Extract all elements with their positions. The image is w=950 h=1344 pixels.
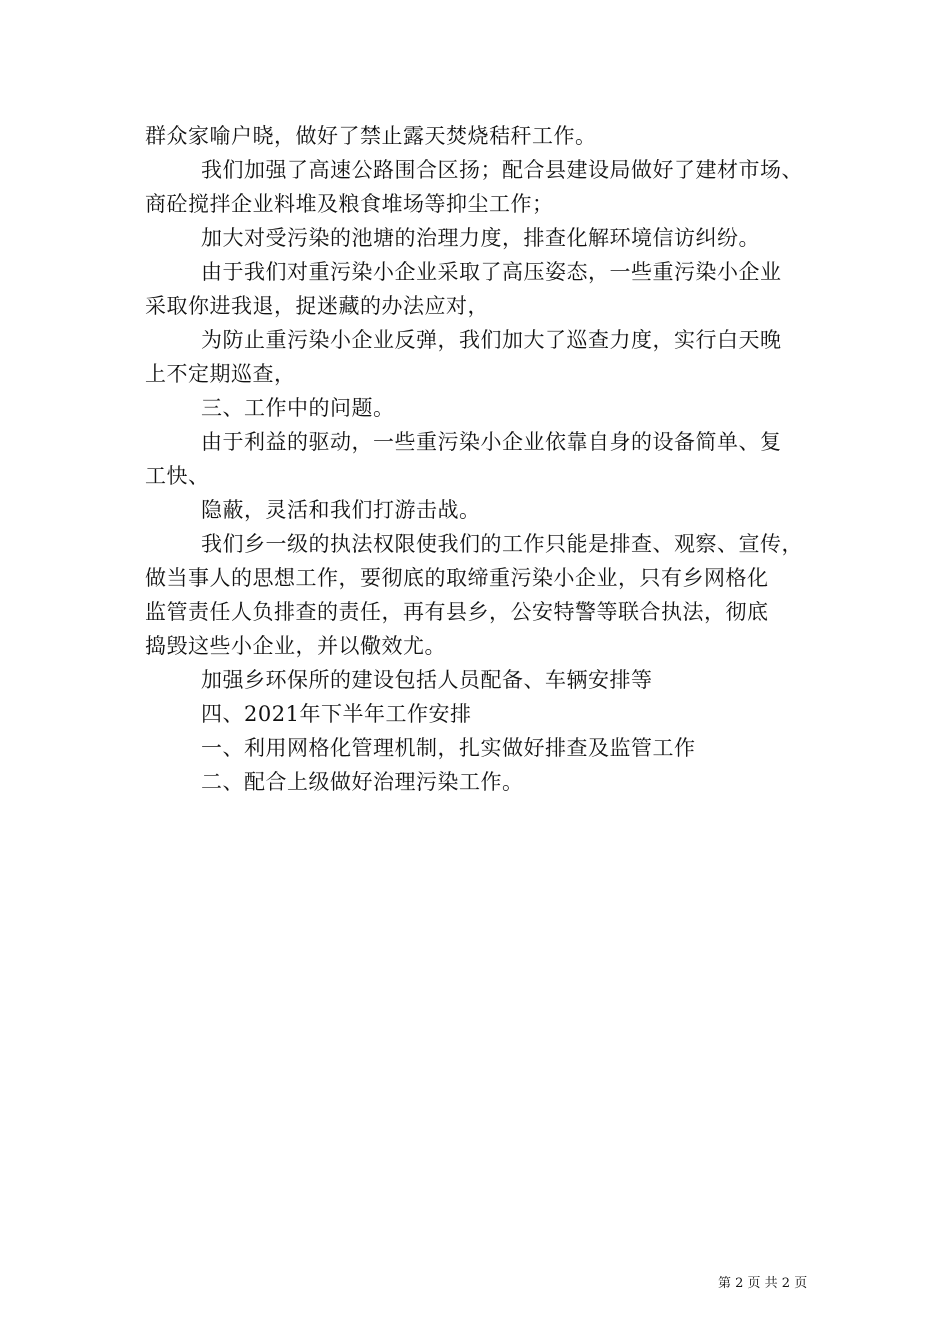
text-line: 我们乡一级的执法权限使我们的工作只能是排查、观察、宣传，	[201, 532, 803, 556]
text-line: 二、配合上级做好治理污染工作。	[201, 770, 524, 794]
text-line: 加强乡环保所的建设包括人员配备、车辆安排等	[201, 668, 653, 692]
text-line: 三、工作中的问题。	[201, 396, 395, 420]
text-line: 我们加强了高速公路围合区扬；配合县建设局做好了建材市场、	[201, 158, 803, 182]
text-line: 四、2021年下半年工作安排	[201, 702, 472, 726]
text-line: 采取你进我退，捉迷藏的办法应对，	[145, 294, 489, 318]
document-body	[145, 119, 815, 799]
text-line: 做当事人的思想工作，要彻底的取缔重污染小企业，只有乡网格化	[145, 566, 769, 590]
text-line: 监管责任人负排查的责任，再有县乡，公安特警等联合执法，彻底	[145, 600, 769, 624]
text-line: 为防止重污染小企业反弹，我们加大了巡查力度，实行白天晚	[201, 328, 782, 352]
text-line: 商砼搅拌企业料堆及粮食堆场等抑尘工作；	[145, 192, 554, 216]
text-line: 由于我们对重污染小企业采取了高压姿态，一些重污染小企业	[201, 260, 782, 284]
text-line: 群众家喻户晓，做好了禁止露天焚烧秸秆工作。	[145, 124, 597, 148]
text-line: 由于利益的驱动，一些重污染小企业依靠自身的设备简单、复	[201, 430, 782, 454]
text-line: 工快、	[145, 464, 210, 488]
text-line: 隐蔽，灵活和我们打游击战。	[201, 498, 481, 522]
text-line: 上不定期巡查，	[145, 362, 296, 386]
text-line: 加大对受污染的池塘的治理力度，排查化解环境信访纠纷。	[201, 226, 760, 250]
page-number-footer: 第 2 页 共 2 页	[718, 1276, 808, 1291]
text-line: 一、利用网格化管理机制，扎实做好排查及监管工作	[201, 736, 696, 760]
text-line: 捣毁这些小企业，并以儆效尤。	[145, 634, 446, 658]
